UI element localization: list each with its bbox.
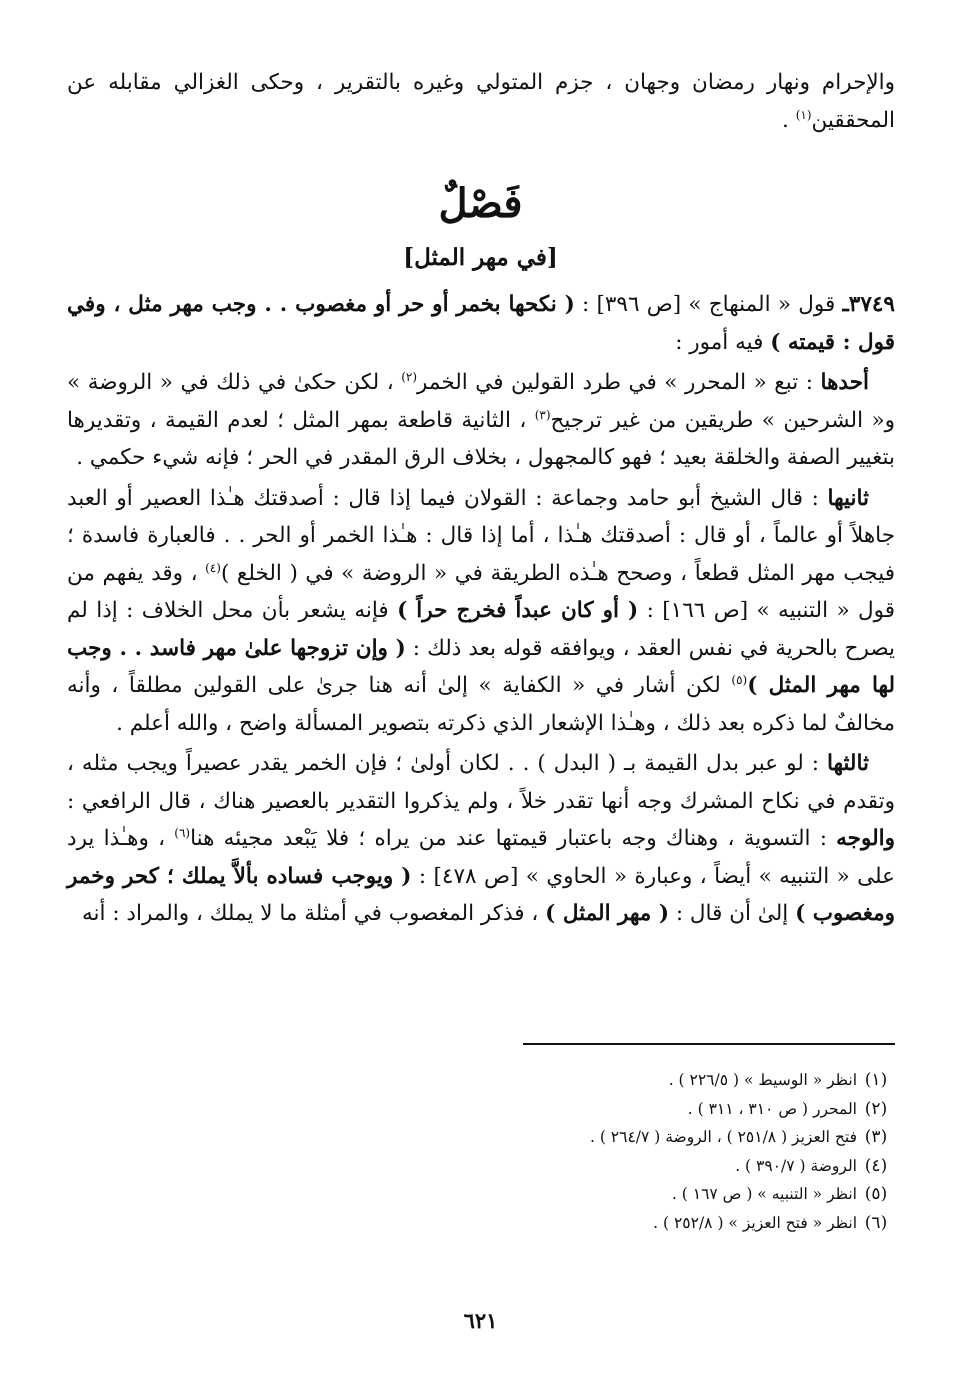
continuation-paragraph <box>67 64 895 139</box>
footnote-text: انظر « فتح العزيز » ( ٢٥٢/٨ ) . <box>653 1213 857 1232</box>
issue-number: ٣٧٤٩ـ <box>842 292 895 317</box>
quote-bold: والوجه <box>836 826 895 851</box>
footnote-number: (١) <box>864 1070 888 1090</box>
footnote-text: الروضة ( ٣٩٠/٧ ) . <box>735 1156 857 1175</box>
footnote-text: فتح العزيز ( ٢٥١/٨ ) ، الروضة ( ٢٦٤/٧ ) . <box>589 1128 857 1146</box>
footnote-number: (٢) <box>864 1098 888 1119</box>
footnote-ref[interactable]: (٥) <box>731 672 748 687</box>
point-three-text: : التسوية ، وهناك وجه باعتبار قيمتها عند من يراه ؛ فلا يَبْعد مجيئه هنا <box>190 826 837 851</box>
intro-text: والإحرام ونهار رمضان وجهان ، جزم المتولي وغيره بالتقرير ، وحكى الغزالي مقابله عن المحققين <box>67 70 895 133</box>
point-three-text: إلىٰ أن قال : <box>669 901 796 926</box>
point-three-text: ، فذكر المغصوب في أمثلة ما لا يملك ، والمراد : أنه <box>82 901 546 926</box>
main-text <box>67 286 895 936</box>
point-two-text: ، وقد يفهم من قول « التنبيه » [ص ١٦٦] : <box>67 560 896 623</box>
issue-text: قول « المنهاج » [ص ٣٩٦] : <box>574 292 843 317</box>
footnote-item <box>67 1180 895 1209</box>
point-three-paragraph <box>67 745 895 933</box>
point-two-text: فإنه يشعر بأن محل الخلاف : إذا لم يصرح بالحرية في نفس العقد ، ويوافقه قوله بعد ذلك : <box>67 598 895 661</box>
point-one-text: : تبع « المحرر » في طرد القولين في الخمر <box>417 370 821 395</box>
point-one-paragraph <box>67 364 895 477</box>
issue-paragraph <box>67 286 895 361</box>
footnote-ref[interactable]: (٣) <box>534 407 551 422</box>
quote-bold: ( مهر المثل ) <box>545 901 669 926</box>
footnote-text: انظر « الوسيط » ( ٢٢٦/٥ ) . <box>668 1071 857 1089</box>
point-one-lead: أحدها <box>820 370 869 395</box>
footnote-item <box>67 1152 895 1181</box>
point-three-lead: ثالثها <box>826 751 869 776</box>
point-one-text: ، لكن حكىٰ في ذلك في « الروضة » و« الشرحين » طريقين من غير ترجيح <box>67 370 896 433</box>
footnote-ref[interactable]: (٢) <box>401 369 418 384</box>
footnote-item <box>67 1209 895 1238</box>
footnote-ref[interactable]: (٦) <box>174 825 191 840</box>
point-three-text: ، وهـٰذا يرد على « التنبيه » أيضاً ، وعبارة « الحاوي » [ص ٤٧٨] : <box>67 826 895 889</box>
footnote-divider <box>523 1043 895 1045</box>
section-title: [في مهر المثل] <box>403 244 558 271</box>
footnote-item <box>67 1066 895 1095</box>
issue-text-end: فيه أمور : <box>675 329 771 355</box>
quote-bold: ( أو كان عبداً فخرج حراً ) <box>397 598 639 623</box>
point-two-paragraph <box>67 480 895 743</box>
point-three-text: : لو عبر بدل القيمة بـ ( البدل ) . . لكان أولىٰ ؛ فإن الخمر يقدر عصيراً ويجب مثله ، وتقدم في نكاح المشرك وجه أنها تقدر خلاً ، ولم يذكروا التقدير بالعصير هناك ، قال الرافعي : <box>67 751 895 814</box>
footnote-number: (٥) <box>864 1184 888 1204</box>
quote-bold: ( وإن تزوجها علىٰ مهر فاسد . . وجب لها مهر المثل ) <box>67 635 896 698</box>
point-two-lead: ثانيها <box>827 485 869 511</box>
footnote-text: انظر « التنبيه » ( ص ١٦٧ ) . <box>671 1185 857 1203</box>
issue-quote: ( نكحها بخمر أو حر أو مغصوب . . وجب مهر مثل ، وفي قول : قيمته ) <box>67 292 895 355</box>
footnote-number: (٦) <box>864 1212 888 1233</box>
page-number: ٦٢١ <box>463 1308 498 1333</box>
footnote-item <box>67 1095 895 1124</box>
footnote-ref[interactable]: (٤) <box>205 560 221 575</box>
footnote-item <box>67 1123 895 1152</box>
point-two-text: لكن أشار في « الكفاية » إلىٰ أنه هنا جرىٰ على القولين مطلقاً ، وأنه مخالفٌ لما ذكره بعد ذلك ، وهـٰذا الإشعار الذي ذكرته بتصوير المسألة واضح ، والله أعلم . <box>67 673 895 736</box>
footnote-ref[interactable]: (١) <box>795 107 812 122</box>
footnote-text: المحرر ( ص ٣١٠ ، ٣١١ ) . <box>687 1099 857 1118</box>
quote-bold: ( ويوجب فساده بألاَّ يملك ؛ كحر وخمر ومغصوب ) <box>67 863 895 926</box>
point-one-text: ، الثانية قاطعة بمهر المثل ؛ لعدم القيمة ، وتقديرها بتغيير الصفة والخلقة بعيد ؛ فهو كالمجهول ، بخلاف الرق المقدر في الحر ؛ فإنه شيء حكمي . <box>67 407 895 470</box>
section-ornament: فَصْلٌ <box>438 180 523 227</box>
footnotes-list <box>67 1066 895 1237</box>
point-two-text: : قال الشيخ أبو حامد وجماعة : القولان فيما إذا قال : أصدقتك هـٰذا العصير أو العبد جاهلاً أو عالماً ، أو قال : أصدقتك هـٰذا ، أما إذا قال : هـٰذا الخمر أو الحر . . فالعبارة فاسدة ؛ فيجب مهر المثل قطعاً ، وصحح هـٰذه الطريقة في « الروضة » في ( الخلع ) <box>67 485 896 586</box>
footnote-number: (٤) <box>864 1155 888 1176</box>
intro-end: . <box>782 107 796 133</box>
footnote-number: (٣) <box>864 1127 888 1147</box>
